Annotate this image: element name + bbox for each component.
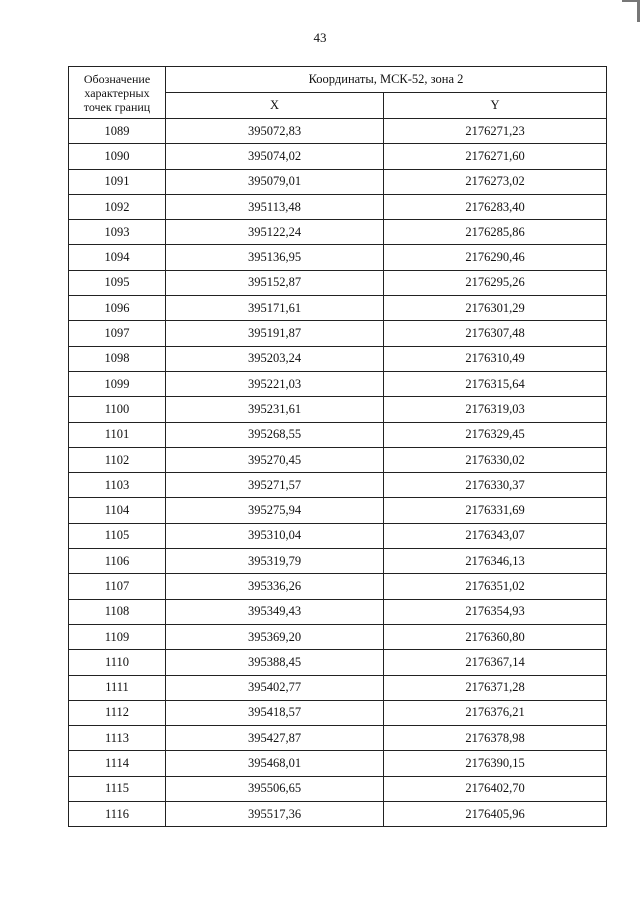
y-coordinate-cell: 2176329,45 (384, 422, 607, 447)
page-number: 43 (313, 30, 327, 45)
table-row (69, 599, 607, 624)
x-coordinate-cell: 395275,94 (166, 498, 384, 523)
point-id-cell: 1095 (69, 270, 166, 295)
point-id-cell: 1093 (69, 220, 166, 245)
y-coordinate-cell: 2176405,96 (384, 802, 607, 827)
table-row (69, 397, 607, 422)
point-id-cell: 1104 (69, 498, 166, 523)
y-coordinate-cell: 2176378,98 (384, 726, 607, 751)
y-coordinate-cell: 2176271,60 (384, 144, 607, 169)
point-id-cell: 1115 (69, 776, 166, 801)
y-coordinate-cell: 2176295,26 (384, 270, 607, 295)
table-row (69, 194, 607, 219)
point-id-cell: 1108 (69, 599, 166, 624)
point-id-cell: 1113 (69, 726, 166, 751)
point-id-cell: 1107 (69, 574, 166, 599)
point-id-cell: 1114 (69, 751, 166, 776)
x-coordinate-cell: 395122,24 (166, 220, 384, 245)
point-id-cell: 1105 (69, 523, 166, 548)
x-column-header: X (166, 93, 384, 119)
x-coordinate-cell: 395336,26 (166, 574, 384, 599)
y-column-header: Y (384, 93, 607, 119)
table-row (69, 296, 607, 321)
x-coordinate-cell: 395418,57 (166, 700, 384, 725)
table-row (69, 270, 607, 295)
table-row (69, 220, 607, 245)
x-coordinate-cell: 395271,57 (166, 473, 384, 498)
point-id-cell: 1100 (69, 397, 166, 422)
y-coordinate-cell: 2176301,29 (384, 296, 607, 321)
table-row (69, 574, 607, 599)
x-coordinate-cell: 395369,20 (166, 624, 384, 649)
point-id-cell: 1109 (69, 624, 166, 649)
table-row (69, 802, 607, 827)
point-id-cell: 1094 (69, 245, 166, 270)
point-id-cell: 1096 (69, 296, 166, 321)
x-coordinate-cell: 395191,87 (166, 321, 384, 346)
table-row (69, 447, 607, 472)
coordinates-table (68, 66, 607, 827)
point-id-cell: 1099 (69, 371, 166, 396)
point-id-cell: 1102 (69, 447, 166, 472)
point-id-cell: 1092 (69, 194, 166, 219)
y-coordinate-cell: 2176390,15 (384, 751, 607, 776)
point-id-cell: 1106 (69, 549, 166, 574)
y-coordinate-cell: 2176331,69 (384, 498, 607, 523)
y-coordinate-cell: 2176283,40 (384, 194, 607, 219)
y-coordinate-cell: 2176330,37 (384, 473, 607, 498)
table-row (69, 169, 607, 194)
table-row (69, 144, 607, 169)
x-coordinate-cell: 395171,61 (166, 296, 384, 321)
point-id-cell: 1091 (69, 169, 166, 194)
table-row (69, 700, 607, 725)
y-coordinate-cell: 2176371,28 (384, 675, 607, 700)
y-coordinate-cell: 2176346,13 (384, 549, 607, 574)
x-coordinate-cell: 395203,24 (166, 346, 384, 371)
y-coordinate-cell: 2176285,86 (384, 220, 607, 245)
table-body (69, 119, 607, 827)
x-coordinate-cell: 395113,48 (166, 194, 384, 219)
point-designation-header: Обозначение характерных точек границ (69, 67, 166, 119)
table-row (69, 473, 607, 498)
y-coordinate-cell: 2176367,14 (384, 650, 607, 675)
y-coordinate-cell: 2176351,02 (384, 574, 607, 599)
x-coordinate-cell: 395517,36 (166, 802, 384, 827)
x-coordinate-cell: 395310,04 (166, 523, 384, 548)
x-coordinate-cell: 395388,45 (166, 650, 384, 675)
y-coordinate-cell: 2176343,07 (384, 523, 607, 548)
x-coordinate-cell: 395349,43 (166, 599, 384, 624)
point-id-cell: 1101 (69, 422, 166, 447)
table-row (69, 650, 607, 675)
y-coordinate-cell: 2176271,23 (384, 119, 607, 144)
point-id-cell: 1089 (69, 119, 166, 144)
point-id-cell: 1090 (69, 144, 166, 169)
x-coordinate-cell: 395268,55 (166, 422, 384, 447)
point-id-cell: 1112 (69, 700, 166, 725)
x-coordinate-cell: 395319,79 (166, 549, 384, 574)
coordinates-system-header: Координаты, МСК-52, зона 2 (166, 67, 607, 93)
x-coordinate-cell: 395270,45 (166, 447, 384, 472)
x-coordinate-cell: 395072,83 (166, 119, 384, 144)
x-coordinate-cell: 395231,61 (166, 397, 384, 422)
table-row (69, 422, 607, 447)
point-id-cell: 1103 (69, 473, 166, 498)
y-coordinate-cell: 2176315,64 (384, 371, 607, 396)
point-id-cell: 1097 (69, 321, 166, 346)
y-coordinate-cell: 2176330,02 (384, 447, 607, 472)
point-id-cell: 1116 (69, 802, 166, 827)
table-row (69, 751, 607, 776)
point-id-cell: 1110 (69, 650, 166, 675)
table-row (69, 245, 607, 270)
table-row (69, 498, 607, 523)
point-id-cell: 1111 (69, 675, 166, 700)
table-row (69, 346, 607, 371)
table-row (69, 549, 607, 574)
table-row (69, 371, 607, 396)
y-coordinate-cell: 2176290,46 (384, 245, 607, 270)
table-row (69, 523, 607, 548)
y-coordinate-cell: 2176273,02 (384, 169, 607, 194)
table-row (69, 776, 607, 801)
x-coordinate-cell: 395427,87 (166, 726, 384, 751)
x-coordinate-cell: 395402,77 (166, 675, 384, 700)
table-row (69, 119, 607, 144)
y-coordinate-cell: 2176376,21 (384, 700, 607, 725)
y-coordinate-cell: 2176354,93 (384, 599, 607, 624)
table-row (69, 675, 607, 700)
x-coordinate-cell: 395136,95 (166, 245, 384, 270)
y-coordinate-cell: 2176307,48 (384, 321, 607, 346)
x-coordinate-cell: 395152,87 (166, 270, 384, 295)
y-coordinate-cell: 2176319,03 (384, 397, 607, 422)
y-coordinate-cell: 2176360,80 (384, 624, 607, 649)
y-coordinate-cell: 2176310,49 (384, 346, 607, 371)
x-coordinate-cell: 395221,03 (166, 371, 384, 396)
table-row (69, 726, 607, 751)
x-coordinate-cell: 395079,01 (166, 169, 384, 194)
table-row (69, 624, 607, 649)
x-coordinate-cell: 395468,01 (166, 751, 384, 776)
table-row (69, 321, 607, 346)
x-coordinate-cell: 395074,02 (166, 144, 384, 169)
y-coordinate-cell: 2176402,70 (384, 776, 607, 801)
x-coordinate-cell: 395506,65 (166, 776, 384, 801)
point-id-cell: 1098 (69, 346, 166, 371)
